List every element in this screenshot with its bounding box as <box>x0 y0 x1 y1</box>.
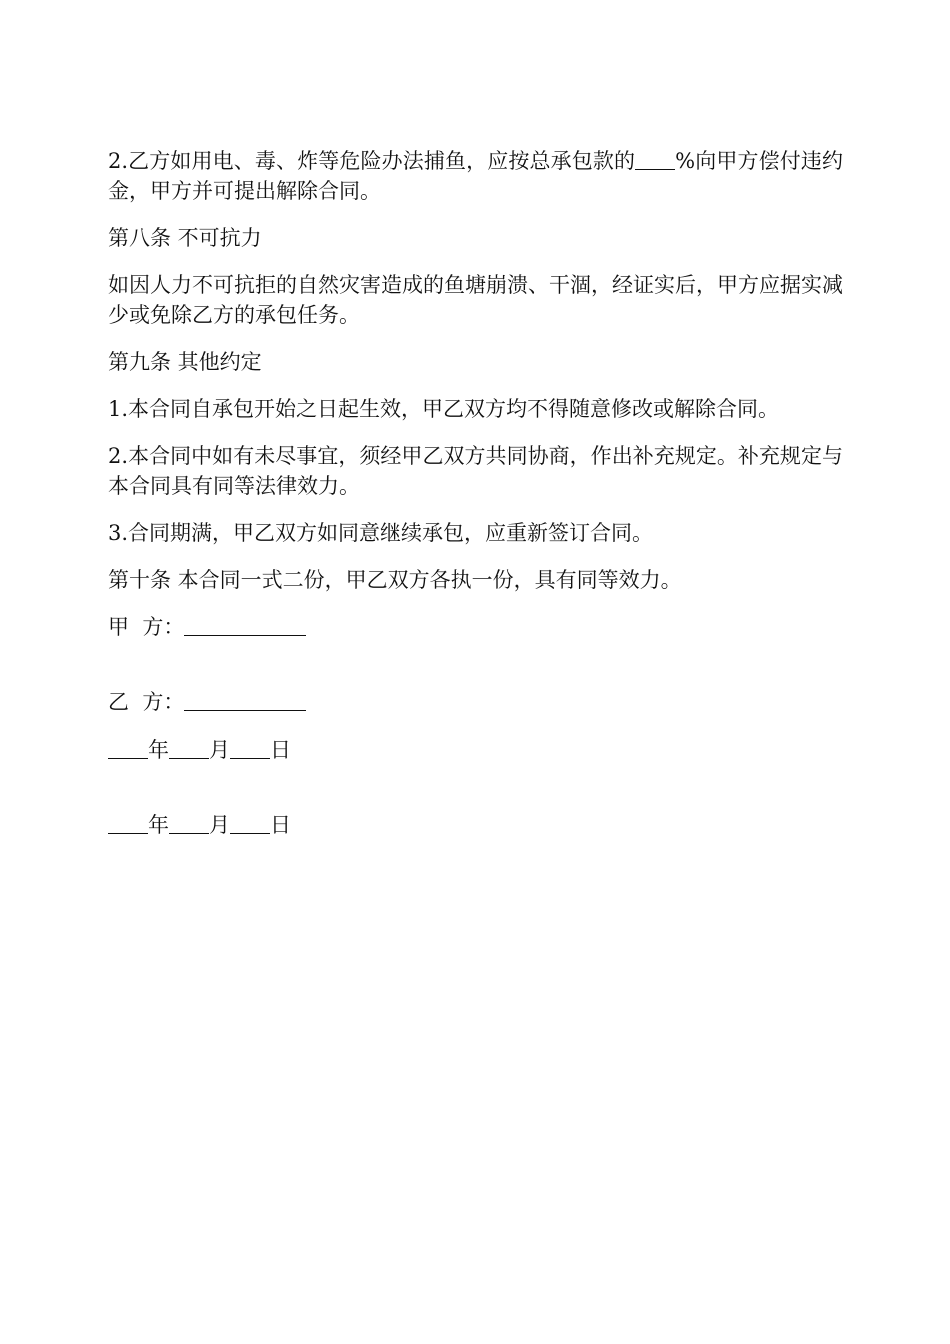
article-9-title: 第九条 其他约定 <box>108 350 262 374</box>
article-8-title: 第八条 不可抗力 <box>108 226 262 250</box>
article-9-item-3: 3.合同期满，甲乙双方如同意继续承包，应重新签订合同。 <box>108 521 654 545</box>
date-line-1 <box>108 735 843 765</box>
party-a-blank <box>184 614 306 636</box>
year-label: 年 <box>148 738 169 762</box>
month-label: 月 <box>209 813 230 837</box>
clause-2-prefix: 2.乙方如用电、毒、炸等危险办法捕鱼，应按总承包款的 <box>108 149 636 173</box>
article-9-item-2: 2.本合同中如有未尽事宜，须经甲乙双方共同协商，作出补充规定。补充规定与本合同具有同等法律效力。 <box>108 444 843 498</box>
date-line-2 <box>108 810 843 840</box>
month-blank <box>169 737 209 759</box>
party-b-label: 乙 方： <box>108 690 185 714</box>
month-blank <box>169 812 209 834</box>
percent-blank <box>635 148 675 170</box>
party-a-label: 甲 方： <box>108 615 185 639</box>
month-label: 月 <box>209 738 230 762</box>
year-blank <box>108 737 148 759</box>
day-label: 日 <box>270 813 291 837</box>
article-10-text: 第十条 本合同一式二份，甲乙双方各执一份，具有同等效力。 <box>108 568 682 592</box>
year-label: 年 <box>148 813 169 837</box>
day-blank <box>230 737 270 759</box>
party-b-signature-line <box>108 687 843 717</box>
day-blank <box>230 812 270 834</box>
party-b-blank <box>184 689 306 711</box>
clause-2-paragraph <box>108 146 843 206</box>
article-8-text: 如因人力不可抗拒的自然灾害造成的鱼塘崩溃、干涸，经证实后，甲方应据实减少或免除乙方的承包任务。 <box>108 273 843 327</box>
article-9-item-1: 1.本合同自承包开始之日起生效，甲乙双方均不得随意修改或解除合同。 <box>108 397 780 421</box>
document-body <box>108 146 843 840</box>
day-label: 日 <box>270 738 291 762</box>
clause-2-suffix: %向甲方偿付违约金，甲方并可提出解除合同。 <box>108 149 843 203</box>
year-blank <box>108 812 148 834</box>
party-a-signature-line <box>108 612 843 642</box>
